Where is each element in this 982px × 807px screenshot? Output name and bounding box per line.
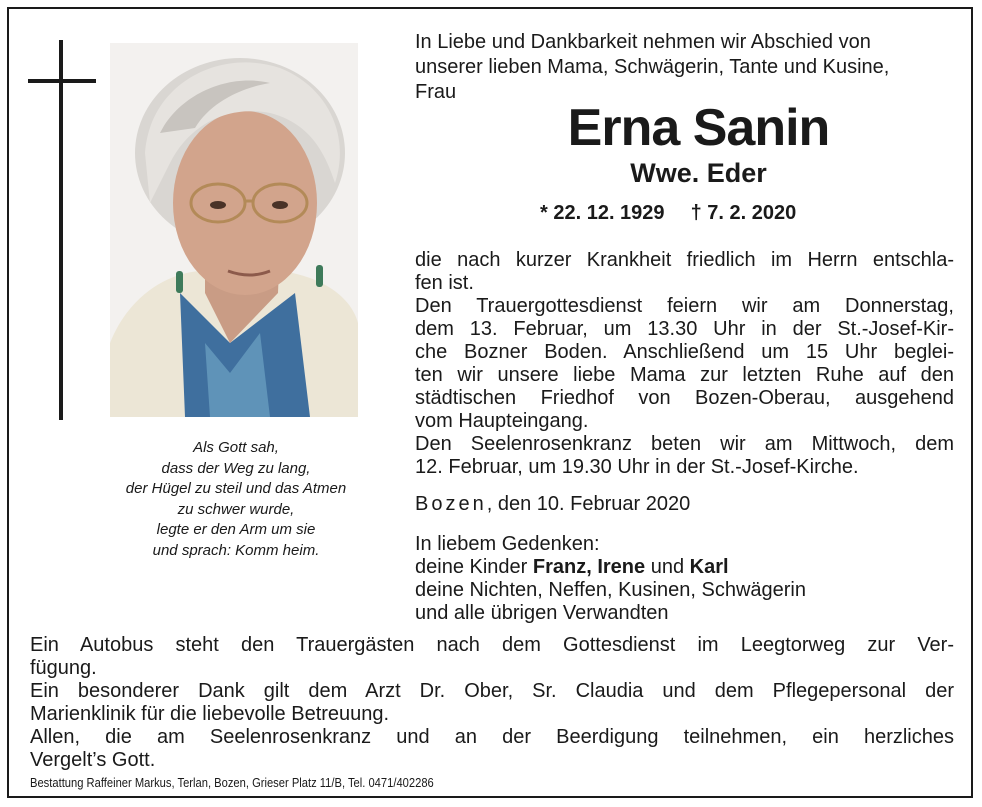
widow-name: Wwe. Eder: [630, 158, 767, 188]
closing-line: fügung.: [30, 657, 97, 679]
body-line: fen ist.: [415, 272, 474, 294]
child-name: Karl: [689, 556, 729, 578]
body-line: ten wir unsere liebe Mama zur letzten Ruhe auf den: [415, 364, 954, 386]
intro-line: In Liebe und Dankbarkeit nehmen wir Abschied von: [415, 31, 871, 53]
closing-line: Ein besonderer Dank gilt dem Arzt Dr. Ober, Sr. Claudia und dem Pflegepersonal der: [30, 680, 954, 702]
conjunction: und: [650, 556, 685, 578]
children-prefix: deine Kinder: [415, 556, 528, 578]
birth-date: * 22. 12. 1929: [540, 202, 665, 224]
death-date: † 7. 2. 2020: [690, 202, 797, 224]
intro-line: Frau: [415, 81, 457, 103]
poem: [105, 438, 367, 561]
poem-line: und sprach: Komm heim.: [152, 541, 320, 559]
intro-text: [415, 30, 960, 105]
body-line: städtischen Friedhof von Bozen-Oberau, ausgehend: [415, 387, 954, 409]
poem-line: Als Gott sah,: [193, 439, 279, 456]
undertaker-credit: Bestattung Raffeiner Markus, Terlan, Bozen, Grieser Platz 11/B, Tel. 0471/402286: [30, 775, 434, 790]
date-text: , den 10. Februar 2020: [486, 493, 691, 515]
intro-line: unserer lieben Mama, Schwägerin, Tante und Kusine,: [415, 56, 890, 78]
place-date-line: [415, 492, 690, 516]
poem-line: dass der Weg zu lang,: [161, 459, 311, 477]
announcement-body: [415, 249, 954, 479]
portrait-photo: [110, 43, 358, 417]
closing-line: Vergelt’s Gott.: [30, 749, 156, 771]
child-name: Irene: [597, 556, 646, 578]
body-line: die nach kurzer Krankheit friedlich im Herrn entschla-: [415, 249, 954, 271]
body-line: 12. Februar, um 19.30 Uhr in der St.-Josef-Kirche.: [415, 456, 859, 478]
poem-line: legte er den Arm um sie: [156, 521, 316, 538]
poem-line: zu schwer wurde,: [177, 500, 295, 518]
relatives-line: deine Nichten, Neffen, Kusinen, Schwägerin: [415, 579, 806, 601]
life-dates: [540, 200, 796, 226]
body-line: Den Trauergottesdienst feiern wir am Donnerstag,: [415, 295, 954, 317]
deceased-name: Erna Sanin: [567, 99, 830, 157]
body-line: Den Seelenrosenkranz beten wir am Mittwoch, dem: [415, 433, 954, 455]
body-line: vom Haupteingang.: [415, 410, 589, 432]
family-signatures: [415, 533, 806, 625]
closing-notes: [30, 634, 954, 772]
body-line: dem 13. Februar, um 13.30 Uhr in der St.-Josef-Kir-: [415, 318, 954, 340]
closing-line: Marienklinik für die liebevolle Betreuung.: [30, 703, 390, 725]
closing-line: Ein Autobus steht den Trauergästen nach dem Gottesdienst im Leegtorweg zur Ver-: [30, 634, 954, 656]
poem-line: der Hügel zu steil und das Atmen: [125, 480, 347, 497]
child-name: Franz,: [532, 556, 592, 578]
family-heading: In liebem Gedenken:: [415, 533, 600, 555]
place-name: Bozen: [415, 493, 487, 515]
children-line: [415, 556, 806, 579]
body-line: che Bozner Boden. Anschließend um 15 Uhr beglei-: [415, 341, 954, 363]
relatives-line: und alle übrigen Verwandten: [415, 602, 669, 624]
closing-line: Allen, die am Seelenrosenkranz und an der Beerdigung teilnehmen, ein herzliches: [30, 726, 954, 748]
